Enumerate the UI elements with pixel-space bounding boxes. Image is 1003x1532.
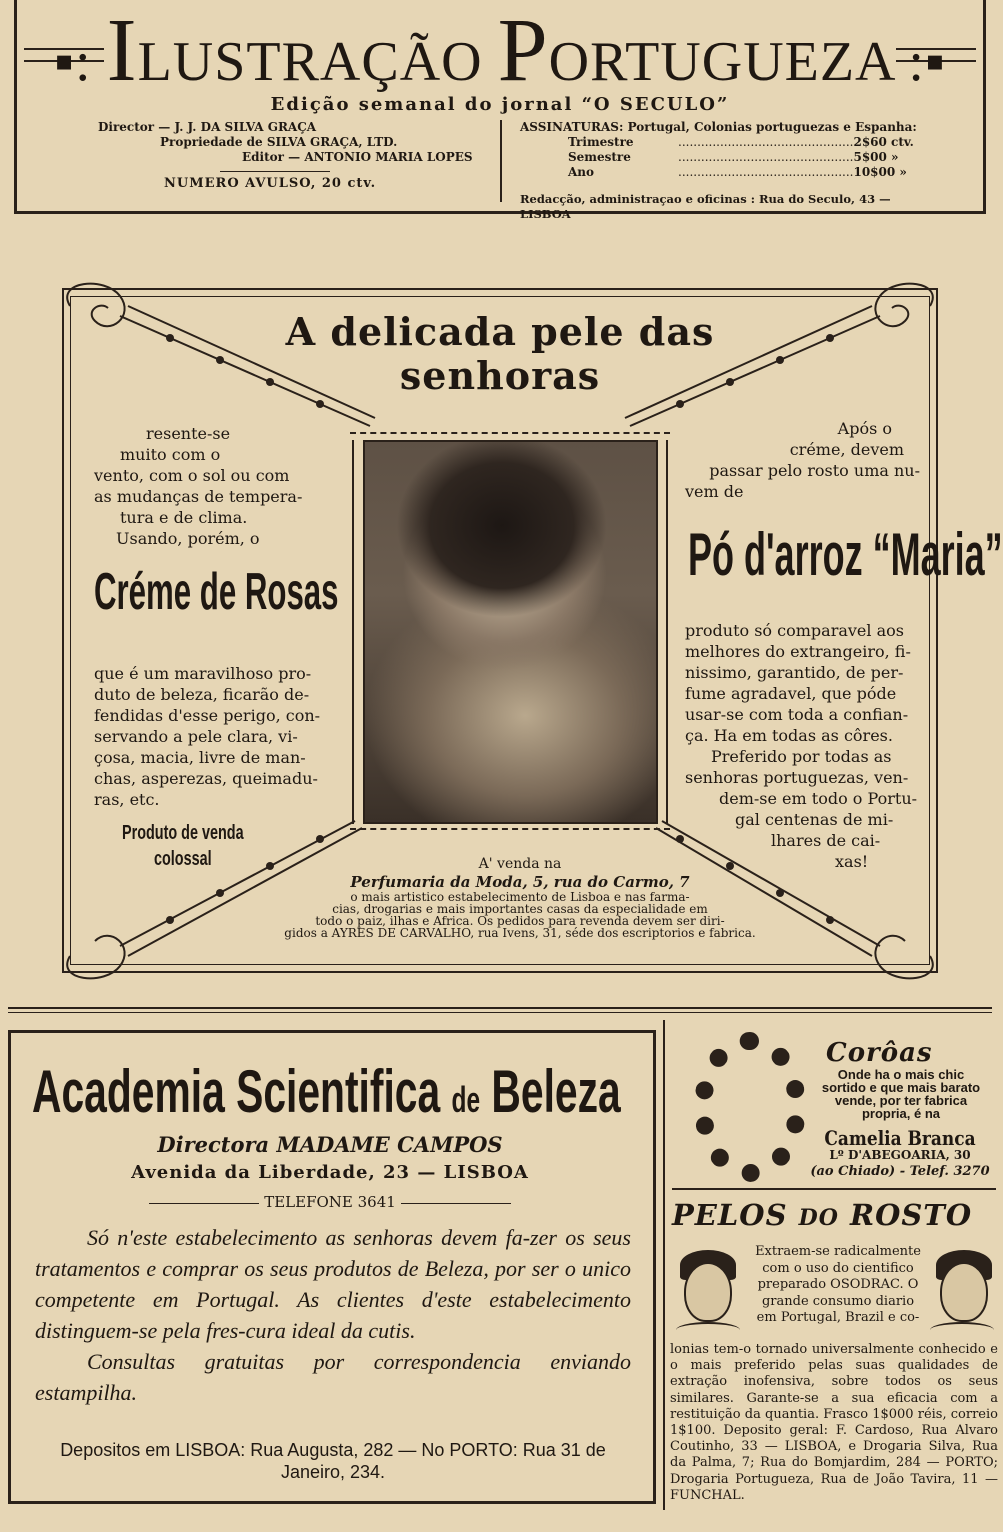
right-body-line: senhoras portuguezas, ven-: [685, 768, 909, 787]
price-label: Trimestre: [568, 135, 634, 149]
right-body-line: fume agradavel, que póde: [685, 684, 897, 703]
ad-right-column: [685, 418, 920, 502]
right-body-line: xas!: [835, 852, 869, 871]
tel-rule-right: [401, 1203, 511, 1204]
left-body-line: chas, asperezas, queimadu-: [94, 769, 318, 788]
pelos-title-word-2: DO: [798, 1205, 839, 1231]
price-row-semester: [520, 150, 920, 165]
masthead-word-2: ORTUGUEZA: [548, 31, 894, 93]
flower-wreath-icon: [694, 1032, 806, 1182]
masthead-single-issue: NUMERO AVULSO, 20 ctv.: [164, 176, 377, 191]
pelos-body: lonias tem-o tornado universalmente conhecido e o mais preferido pelas suas qualidades de extração inofensiva, sobre todos os seus similares. Garante-se a sua eficacia com a restituição da quantia. Frasco 1$000 réis, correio 1$100. Deposito geral: F. Cardoso, Rua Alvaro Coutinho, 33 — LISBOA, e Drogaria Silva, Rua da Palma, 7; Rua do Bomjardim, 284 — PORTO; Drogaria Portugueza, Rua de João Tavira, 11 — FUNCHAL.: [670, 1342, 998, 1503]
pelos-title: [672, 1198, 1002, 1232]
right-intro-line: passar pelo rosto uma nu-: [709, 461, 920, 480]
section-separator: [8, 1007, 992, 1009]
ad-right-body: [685, 620, 920, 872]
portrait-bottom-rule: [350, 828, 670, 831]
sale-line: gidos a AYRES DE CARVALHO, rua Ivens, 31, séde dos escriptorios e fabrica.: [284, 926, 756, 940]
left-body-line: servando a pele clara, vi-: [94, 727, 298, 746]
academia-title: [32, 1056, 621, 1136]
coroas-telephone: (ao Chiado) - Telef. 3270: [810, 1164, 990, 1179]
masthead-bullet-right: :▪: [908, 31, 946, 93]
right-body-line: nissimo, garantido, de per-: [685, 663, 904, 682]
left-intro-line: muito com o: [120, 445, 221, 464]
price-leader: ..............................................: [678, 135, 854, 149]
masthead-initial-1: I: [106, 1, 138, 100]
ad-left-body: [94, 663, 334, 810]
academia-body: [35, 1222, 631, 1408]
woman-face-icon-right: [940, 1262, 988, 1322]
masthead-subscriptions: [520, 120, 920, 222]
masthead-subtitle: Edição semanal do jornal “O SECULO”: [270, 94, 730, 115]
colossal-line-2: colossal: [153, 848, 212, 870]
right-body-line: dem-se em todo o Portu-: [719, 789, 918, 808]
coroas-title: Corôas: [826, 1038, 933, 1068]
academia-telephone: TELEFONE 3641: [264, 1193, 396, 1211]
academia-body-2: Consultas gratuitas por correspondencia enviando estampilha.: [35, 1349, 631, 1405]
right-intro-line: créme, devem: [789, 440, 904, 459]
left-body-line: ras, etc.: [94, 790, 160, 809]
left-intro-line: vento, com o sol ou com: [94, 466, 290, 485]
left-intro-line: as mudanças de tempera-: [94, 487, 303, 506]
sale-heading: A' venda na: [478, 856, 562, 872]
price-row-quarter: [520, 135, 920, 150]
price-leader: ..............................................: [678, 150, 854, 164]
right-body-line: produto só comparavel aos: [685, 621, 904, 640]
right-body-line: ça. Ha em todas as côres.: [685, 726, 893, 745]
tel-rule-left: [149, 1203, 259, 1204]
coroas-shop-name: Camelia Branca: [824, 1126, 976, 1150]
masthead-initial-2: P: [497, 1, 549, 100]
corner-scroll-br: [875, 936, 932, 979]
masthead-divider: [500, 120, 502, 202]
pelos-title-word-3: ROSTO: [849, 1198, 973, 1232]
column-divider: [663, 1020, 665, 1510]
left-intro-line: Usando, porém, o: [116, 529, 260, 548]
brand-po-darroz-maria: Pó d'arroz “Maria”: [688, 521, 1003, 588]
ad-headline: [0, 310, 1000, 398]
right-body-line: melhores do extrangeiro, fi-: [685, 642, 911, 661]
coroas-text: Onde ha o mais chic sortido e que mais barato vende, por ter fabrica propria, é na: [821, 1067, 981, 1121]
subscriptions-heading: ASSINATURAS: Portugal, Colonias portuguezas e Espanha:: [520, 120, 917, 134]
ad-left-column: [94, 423, 334, 549]
sale-line: todo o paiz, ilhas e Africa. Os pedidos para revenda devem ser diri-: [315, 914, 725, 928]
price-value: 10$00 »: [853, 165, 907, 179]
masthead-word-1: LUSTRAÇÃO: [137, 31, 483, 93]
pelos-intro: Extraem-se radicalmente com o uso do cientifico preparado OSODRAC. O grande consumo diario em Portugal, Brazil e co-: [755, 1244, 921, 1325]
price-label: Semestre: [568, 150, 631, 164]
sale-line: o mais artistico estabelecimento de Lisboa e nas farma-: [350, 890, 690, 904]
academia-title-de: de: [451, 1079, 481, 1120]
ad-headline-line-1: A delicada pele das: [285, 309, 715, 354]
academia-title-part-2: Beleza: [491, 1058, 621, 1125]
academia-address: Avenida da Liberdade, 23 — LISBOA: [131, 1162, 529, 1183]
pelos-title-word-1: PELOS: [672, 1198, 788, 1232]
left-body-line: duto de beleza, ficarão de-: [94, 685, 310, 704]
portrait-left-rule: [352, 440, 354, 824]
academia-deposits: Depositos em LISBOA: Rua Augusta, 282 — No PORTO: Rua 31 de Janeiro, 234.: [60, 1440, 606, 1482]
ad-sale-info: [240, 855, 800, 939]
colossal-line-1: Produto de venda: [121, 822, 244, 844]
left-intro-line: resente-se: [146, 424, 231, 443]
masthead-owner: Propriedade de SILVA GRAÇA, LTD.: [160, 135, 398, 149]
section-separator-2: [8, 1012, 992, 1013]
price-leader: ..............................................: [678, 165, 854, 179]
academia-director: Directora MADAME CAMPOS: [157, 1132, 503, 1157]
corner-scroll-bl: [67, 936, 124, 979]
right-intro-line: vem de: [685, 482, 744, 501]
masthead-credits: [70, 120, 480, 191]
masthead-office: Redacção, administraçao e oficinas : Rua do Seculo, 43 — LISBOA: [520, 192, 891, 221]
portrait-top-rule: [350, 432, 670, 435]
right-body-line: usar-se com toda a confian-: [685, 705, 909, 724]
price-row-year: [520, 165, 920, 180]
price-value: 2$60 ctv.: [853, 135, 914, 149]
right-body-line: lhares de cai-: [771, 831, 881, 850]
ad-headline-line-2: senhoras: [399, 353, 601, 398]
masthead-director: Director — J. J. DA SILVA GRAÇA: [98, 120, 317, 134]
woman-shoulders-right: [930, 1322, 994, 1338]
right-body-line: gal centenas de mi-: [735, 810, 894, 829]
price-label: Ano: [568, 165, 595, 179]
portrait-photo-woman: [363, 440, 658, 824]
sale-line: cias, drogarias e mais importantes casas da especialidade em: [332, 902, 708, 916]
masthead-title: [0, 1, 1000, 100]
academia-telephone-row: [0, 1193, 660, 1211]
left-body-line: çosa, macia, livre de man-: [94, 748, 306, 767]
academia-title-part-1: Academia Scientifica: [32, 1058, 441, 1125]
price-value: 5$00 »: [853, 150, 899, 164]
masthead-editor: Editor — ANTONIO MARIA LOPES: [242, 150, 473, 164]
colossal-label: [118, 820, 248, 872]
left-body-line: que é um maravilhoso pro-: [94, 664, 312, 683]
brand-creme-de-rosas: Créme de Rosas: [94, 563, 339, 621]
academia-body-1: Só n'este estabelecimento as senhoras devem fa-zer os seus tratamentos e comprar os seus produtos de Beleza, por ser o unico competente em Portugal. As clientes d'este estabelecimento distinguem-se pela fres-cura ideal da cutis.: [35, 1225, 631, 1343]
left-body-line: fendidas d'esse perigo, con-: [94, 706, 321, 725]
woman-face-icon-left: [684, 1262, 732, 1322]
masthead-bullet-left: ▪:: [54, 31, 92, 93]
left-intro-line: tura e de clima.: [120, 508, 248, 527]
sale-address: Perfumaria da Moda, 5, rua do Carmo, 7: [350, 873, 690, 891]
right-intro-line: Após o: [837, 419, 892, 438]
masthead-small-rule: [220, 171, 330, 172]
coroas-address: Lº D'ABEGOARIA, 30: [829, 1148, 971, 1162]
woman-shoulders-left: [676, 1322, 740, 1338]
portrait-right-rule: [666, 440, 668, 824]
right-body-line: Preferido por todas as: [711, 747, 892, 766]
coroas-separator: [672, 1188, 996, 1190]
